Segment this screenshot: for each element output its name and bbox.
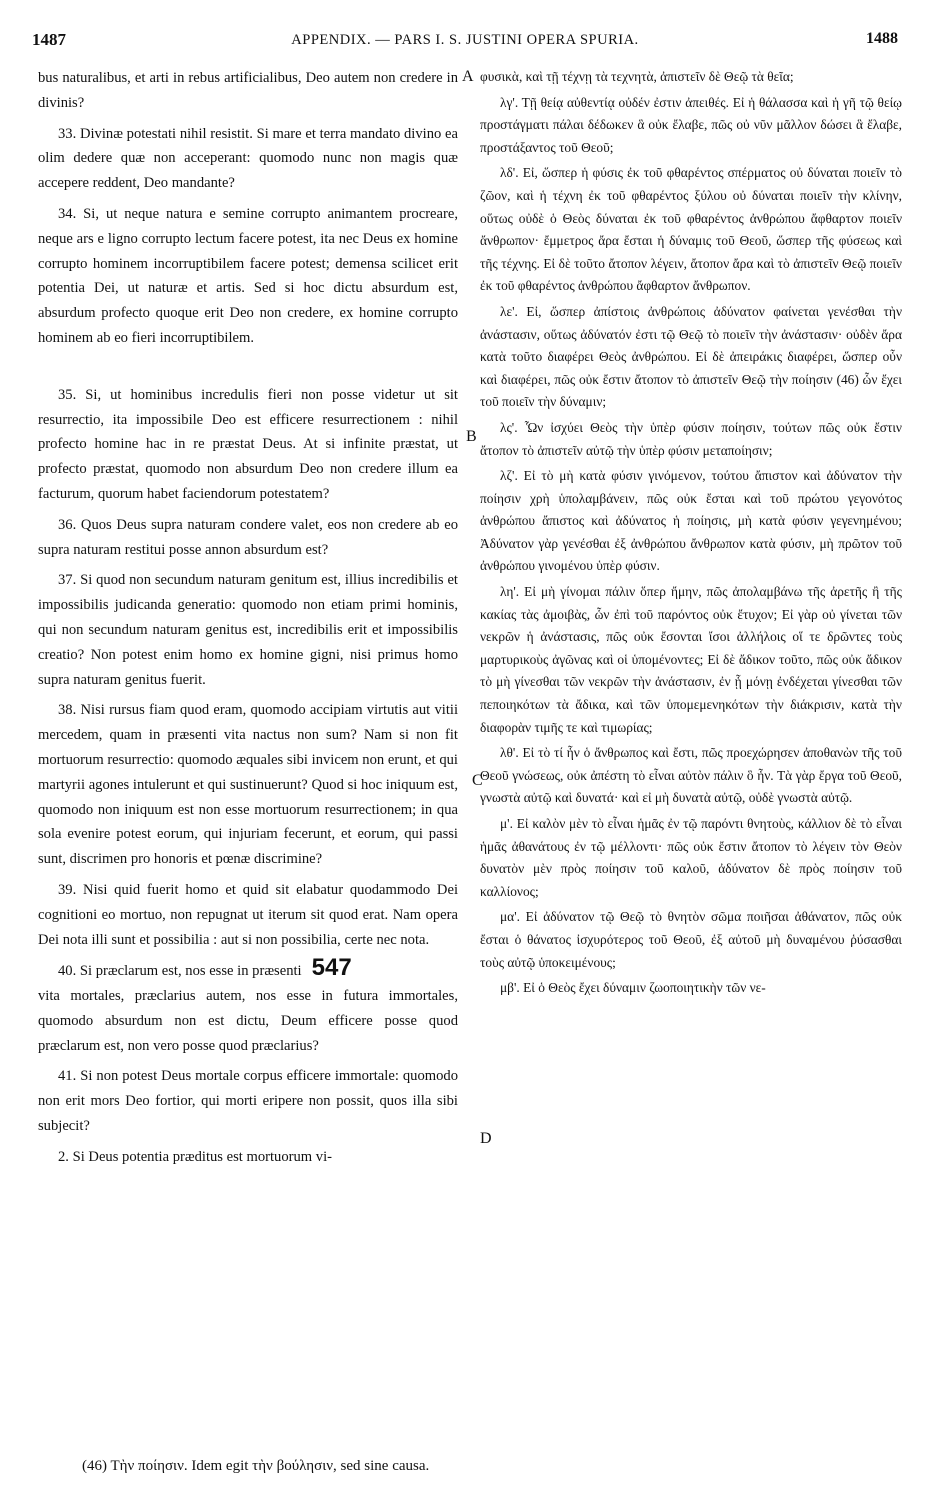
margin-marker-c: C (472, 772, 483, 789)
column-number-badge: 547 (311, 954, 352, 982)
margin-marker-b: B (466, 428, 477, 445)
section-gap (38, 357, 458, 383)
greek-paragraph-33: λγ'. Τῇ θείᾳ αὐθεντίᾳ οὐδέν ἐστιν ἀπειθές. Εἰ ἡ θάλασσα καὶ ἡ γῆ τῷ θείῳ προστάγματι πάλαι δέδωκεν ἃ οὐκ ἔλαβε, πῶς οὐ νῦν μᾶλλον δώσει ἃ ἔλαβε, προστάξαντος τοῦ Θεοῦ; (480, 94, 902, 155)
greek-paragraph-40: μ'. Εἰ καλὸν μὲν τὸ εἶναι ἡμᾶς ἐν τῷ παρόντι θνητοὺς, κάλλιον δὲ τὸ εἶναι ἡμᾶς ἀθανάτους ἐν τῷ μέλλοντι· πῶς οὐκ ἔστιν ἄτοπον τὸ λέγειν τὸν Θεὸν δυνατὸν μὲν πρὸς ποίησιν τοῦ καλοῦ, ἀδύνατον δὲ πρὸς ποίησιν τοῦ καλλίονος; (480, 816, 902, 899)
greek-paragraph-36: λς'. Ὧν ἰσχύει Θεὸς τὴν ὑπὲρ φύσιν ποίησιν, τούτων πῶς οὐκ ἔστιν ἄτοπον τὸ ἀπιστεῖν αὐτῷ τὴν ὑπὲρ φύσιν μεταποίησιν; (480, 419, 902, 458)
greek-paragraph-41: μα'. Εἰ ἀδύνατον τῷ Θεῷ τὸ θνητὸν σῶμα ποιῆσαι ἀθάνατον, πῶς οὐκ ἔσται ὁ θάνατος ἰσχυρότερος τοῦ Θεοῦ, ἐξ αὐτοῦ μὴ δυναμένου ῥύσασθαι τοὺς αὐτῷ ὑποκειμένους; (480, 909, 902, 970)
greek-paragraph-39: λθ'. Εἰ τὸ τί ἦν ὁ ἄνθρωπος καὶ ἔστι, πῶς προεχώρησεν ἀποθανὼν τῆς τοῦ Θεοῦ γνώσεως, οὐκ ἀπέστη τὸ εἶναι αὐτὸν πάλιν ὃ ἦν. Τὰ γὰρ ἔργα τοῦ Θεοῦ, γνωστὰ αὐτῷ καὶ δυνατά· καὶ εἰ μὴ δυνατὰ αὐτῷ, οὐδὲ γνωστὰ αὐτῷ. (480, 745, 902, 806)
latin-column (38, 66, 458, 1176)
latin-paragraph-40-cont: vita mortales, præclarius autem, nos esse in futura immortales, quomodo absurdum non est dictu, Deum efficere posse quod præclarum est, non vero posse quod præclarius? (38, 988, 458, 1054)
latin-paragraph-40-start: 40. Si præclarum est, nos esse in præsenti (58, 963, 302, 980)
running-header (32, 30, 898, 58)
latin-paragraph: bus naturalibus, et arti in rebus artificialibus, Deo autem non credere in divinis? (38, 70, 458, 111)
greek-paragraph-35: λε'. Εἰ, ὥσπερ ἀπίστοις ἀνθρώποις ἀδύνατον φαίνεται γενέσθαι τὴν ἀνάστασιν, οὕτως ἀδύνατόν ἐστι τῷ Θεῷ τὸ ποιεῖν τὴν ἀνάστασιν· οὐδὲν ἄρα κατὰ τοῦτο διαφέρει Θεὸς ἀνθρώπου. Εἰ δὲ ἀπειράκις διαφέρει, ὥσπερ οὖν καὶ διαφέρει, πῶς οὐκ ἔστιν ἄτοπον τὸ ἀπιστεῖν Θεῷ τὴν ποίησιν (46) ὧν ἔχει τοῦ ποιεῖν τὴν δύναμιν; (480, 303, 902, 410)
greek-column (480, 66, 902, 1003)
latin-paragraph-39: 39. Nisi quid fuerit homo et quid sit elabatur quodammodo Dei cognitioni eo mortuo, non repugnat ut iterum sit quod erat. Nam opera Dei nota illi sunt et possibilia : aut si non possibilia, certe nec nota. (38, 881, 458, 948)
greek-paragraph-38: λη'. Εἰ μὴ γίνομαι πάλιν ὅπερ ἤμην, πῶς ἀπολαμβάνω τῆς ἀρετῆς ἢ τῆς κακίας τὰς ἀμοιβὰς, ὧν ἐπὶ τοῦ παρόντος οὐκ ἔτυχον; Εἰ γὰρ οὐ γίνεται τῶν νεκρῶν ἡ ἀνάστασις, πῶς οὐκ ἔσονται ἴσοι ἀλλήλοις οἵ τε δρῶντες τοὺς μαρτυρικοὺς ἀγῶνας καὶ οἱ ὑπομένοντες; Εἰ δὲ ἄδικον τοῦτο, πῶς οὐκ ἄδικον τὸ μὴ γίνεσθαι τῶν νεκρῶν τὴν ἀνάστασιν, ἐν ᾗ μόνῃ ἐνδέχεται γίνεσθαι τῶν πεποιηκότων τὰ ἄδικα, καὶ τῶν ὑπομεμενηκότων τὴν διάκρισιν, κατὰ τὴν διαφορὰν τιμῆς τε καὶ τιμωρίας; (480, 584, 902, 735)
page-number-left: 1487 (32, 30, 66, 49)
latin-paragraph-35: 35. Si, ut hominibus incredulis fieri non posse videtur ut sit resurrectio, ita impossibile Deo est efficere resurrectionem : nihil profecto homine hac in re præstat Deus. At si infinite præstat, ut profecto præstat, quomodo non absurdum Deo non credere illum ea facturum, quorum habet faciendorum potestatem? (38, 386, 458, 502)
margin-marker-a: A (462, 68, 474, 85)
latin-paragraph-41: 41. Si non potest Deus mortale corpus efficere immortale: quomodo non erit mors Deo fortior, qui morti eripere non possit, quos illa sibi subjecit? (38, 1068, 458, 1135)
margin-marker-d: D (480, 1130, 492, 1147)
latin-paragraph-40 (38, 954, 458, 984)
latin-paragraph-33: 33. Divinæ potestati nihil resistit. Si mare et terra mandato divino ea olim dedere quæ non acceperant: quomodo nunc non magis quæ accepere reddent, Deo mandante? (38, 125, 458, 192)
latin-paragraph-36: 36. Quos Deus supra naturam condere valet, eos non credere ab eo supra naturam restitui posse annon absurdum est? (38, 516, 458, 558)
running-title: APPENDIX. — PARS I. S. JUSTINI OPERA SPURIA. (291, 32, 639, 48)
greek-paragraph-42: μβ'. Εἰ ὁ Θεὸς ἔχει δύναμιν ζωοποιητικὴν τῶν νε- (500, 980, 766, 996)
footnote: (46) Τὴν ποίησιν. Idem egit τὴν βούλησιν, sed sine causa. (82, 1458, 430, 1474)
latin-paragraph-42: 2. Si Deus potentia præditus est mortuorum vi- (58, 1148, 333, 1165)
greek-paragraph: φυσικὰ, καὶ τῇ τέχνῃ τὰ τεχνητὰ, ἀπιστεῖν δὲ Θεῷ τὰ θεῖα; (480, 69, 794, 84)
greek-paragraph-37: λζ'. Εἰ τὸ μὴ κατὰ φύσιν γινόμενον, τούτου ἄπιστον καὶ ἀδύνατον τὴν ποίησιν χρὴ ὑπολαμβάνειν, πῶς οὐκ ἔσται καὶ τοῦ πρώτου γεγονότος ἀνθρώπου ἄπιστος καὶ ἀδύνατος ἡ ποίησις, μὴ κατὰ φύσιν γεγενημένου; Ἀδύνατον γὰρ γενέσθαι ἐξ ἀνθρώπου ἄνθρωπον κατὰ φύσιν, μὴ πρῶτον τοῦ ἀνθρώπου γινομένου ὑπὲρ φύσιν. (480, 468, 902, 574)
page-number-right: 1488 (866, 30, 898, 47)
greek-paragraph-34: λδ'. Εἰ, ὥσπερ ἡ φύσις ἐκ τοῦ φθαρέντος σπέρματος οὐ δύναται ποιεῖν τὸ ζῶον, καὶ ἡ τέχνη ἐκ τοῦ φθαρέντος ξύλου οὐ δύναται ποιεῖν τὴν κλίνην, οὕτως οὐδὲ ὁ Θεὸς δύναται ἐκ τοῦ φθαρέντος ἀνθρώπου ἄφθαρτον ποιεῖν ἄνθρωπον· ἔμμετρος ἄρα ἔσται ἡ δύναμις τοῦ Θεοῦ, ὥσπερ τῆς φύσεως καὶ τῆς τέχνης. Εἰ δὲ τοῦτο ἄτοπον λέγειν, ἄτοπον ἄρα καὶ τὸ ἀπιστεῖν Θεῷ ποιεῖν ἐκ τοῦ φθαρέντος ἀνθρώπου ἄφθαρτον ἄνθρωπον. (480, 165, 902, 294)
latin-paragraph-37: 37. Si quod non secundum naturam genitum est, illius incredibilis et impossibilis judicanda generatio: quomodo non etiam primi hominis, qui non secundum naturam genitus est, incredibilis erit et impossibilis creatio? Non potest enim homo ex homine gigni, nisi primus homo supra naturam genitus fuerit. (38, 572, 458, 688)
latin-paragraph-34: 34. Si, ut neque natura e semine corrupto animantem procreare, neque ars e ligno corrupto lectum facere potest, ita nec Deus ex homine corrupto hominem incorruptibilem facere potest; demensa scilicet erit potentia Dei, ut naturæ et artis. Sed si hoc dictu absurdum est, absurdum profecto quoque erit Deo non credere, ex homine corrupto hominem ab eo fieri incorruptibilem. (38, 205, 458, 346)
latin-paragraph-38: 38. Nisi rursus fiam quod eram, quomodo accipiam virtutis aut vitii mercedem, quam in præsenti vita nactus non sum? Nam si non fit mortuorum resurrectio: quomodo æquales sibi invicem non erunt, et qui martyrii agones intulerunt et qui sustinuerunt? Quod si hoc iniquum est, quomodo non iniquum est non esse mortuorum resurrectionem; in qua sola evenire potest eorum, qui injuriam fecerunt, et eorum, qui passi sunt, discrimen pro honoris et pœnæ discrimine? (38, 702, 458, 868)
